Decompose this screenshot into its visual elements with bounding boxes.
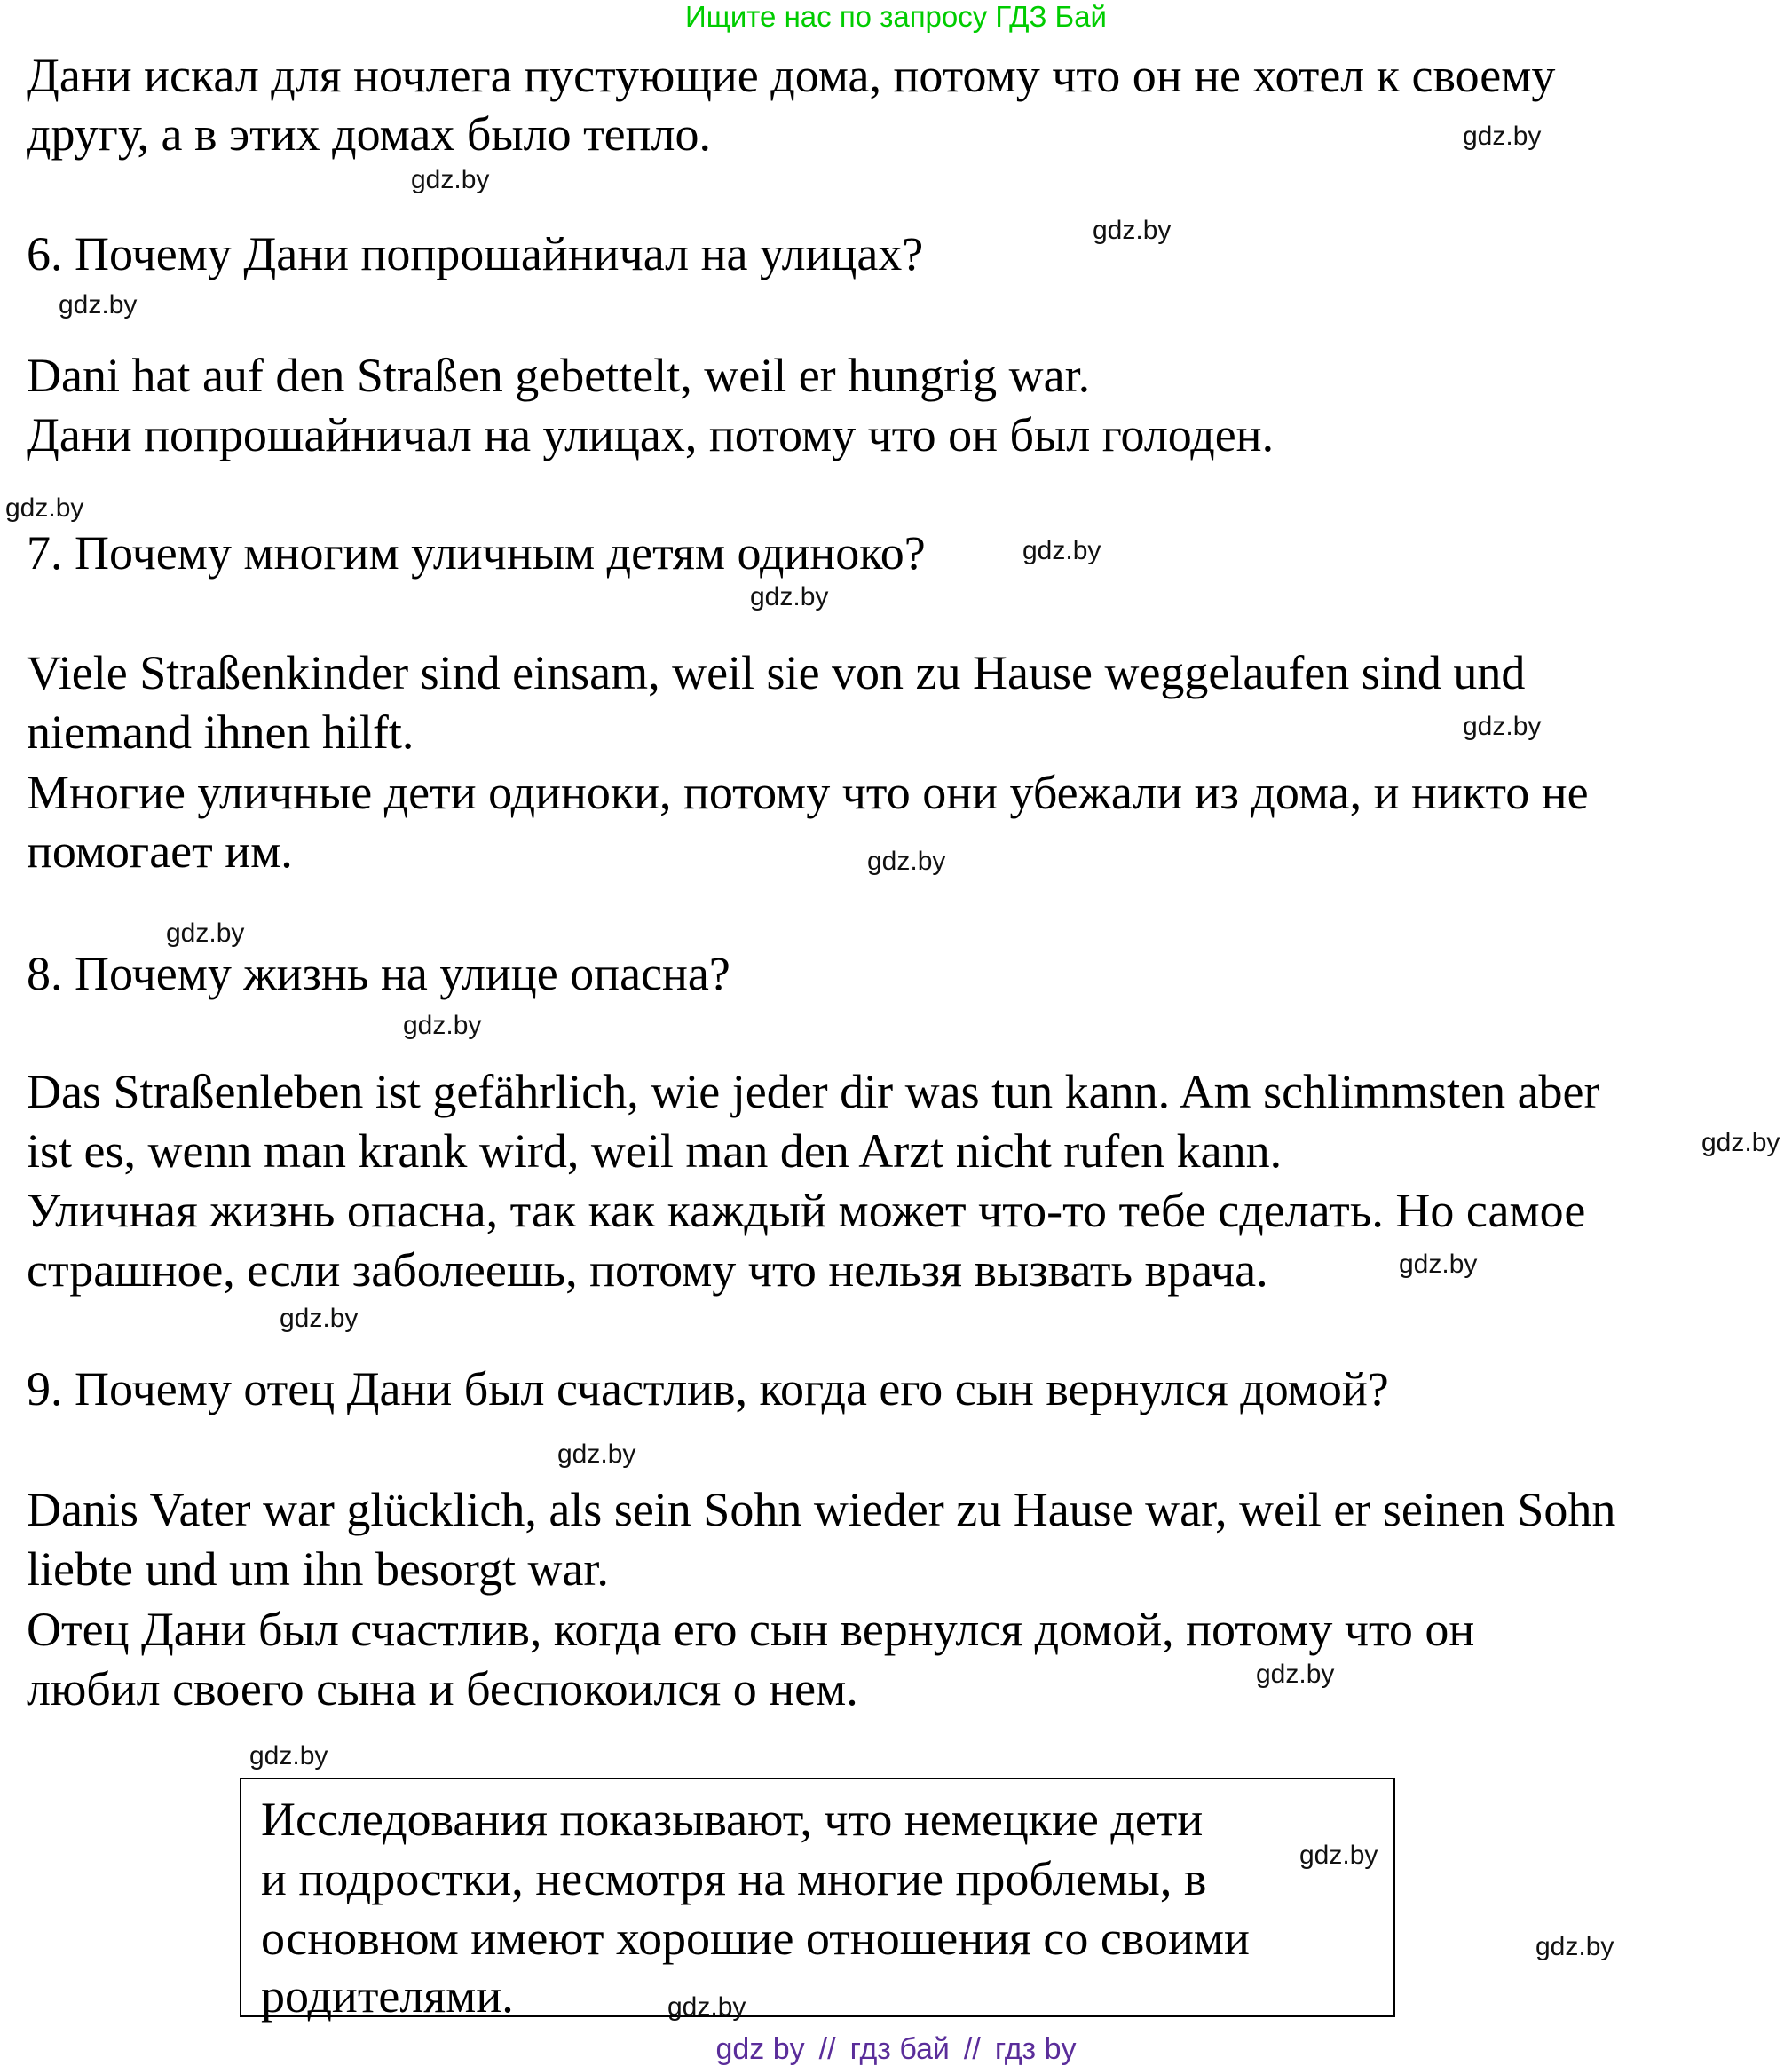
search-hint-banner[interactable]: Ищите нас по запросу ГДЗ Бай — [685, 0, 1107, 33]
footer-link-gdz-by[interactable]: gdz by — [715, 2032, 805, 2066]
watermark: gdz.by — [557, 1439, 636, 1469]
watermark: gdz.by — [59, 290, 138, 319]
watermark: gdz.by — [1093, 216, 1172, 245]
watermark: gdz.by — [1299, 1841, 1378, 1870]
watermark: gdz.by — [867, 847, 946, 876]
question-8: 8. Почему жизнь на улице опасна? — [27, 947, 730, 1000]
answer6-ru: Дани попрошайничал на улицах, потому что он был голоден. — [27, 408, 1275, 461]
answer9-de-line2: liebte und um ihn besorgt war. — [27, 1542, 609, 1596]
answer5-ru-line2: другу, а в этих домах было тепло. — [27, 107, 711, 161]
answer9-ru-line1: Отец Дани был счастлив, когда его сын вернулся домой, потому что он — [27, 1603, 1475, 1656]
watermark: gdz.by — [5, 493, 84, 523]
watermark: gdz.by — [1463, 122, 1542, 151]
answer8-de-line1: Das Straßenleben ist gefährlich, wie jeder dir was tun kann. Am schlimmsten aber — [27, 1065, 1600, 1118]
footer-link-gdz-bay[interactable]: гдз бай — [849, 2032, 950, 2066]
watermark: gdz.by — [166, 919, 245, 948]
footer-links — [0, 2032, 1792, 2066]
footer-separator: // — [963, 2032, 981, 2066]
footer-separator: // — [818, 2032, 836, 2066]
watermark: gdz.by — [1701, 1128, 1780, 1157]
info-box-line2: и подростки, несмотря на многие проблемы, в — [261, 1852, 1207, 1905]
answer7-ru-line2: помогает им. — [27, 824, 293, 878]
watermark: gdz.by — [1535, 1932, 1614, 1961]
answer8-ru-line2: страшное, если заболеешь, потому что нельзя вызвать врача. — [27, 1243, 1268, 1297]
question-6: 6. Почему Дани попрошайничал на улицах? — [27, 227, 924, 280]
answer7-de-line2: niemand ihnen hilft. — [27, 706, 414, 759]
watermark: gdz.by — [750, 582, 829, 611]
watermark: gdz.by — [403, 1011, 482, 1040]
answer9-de-line1: Danis Vater war glücklich, als sein Sohn wieder zu Hause war, weil er seinen Sohn — [27, 1483, 1616, 1536]
question-7: 7. Почему многим уличным детям одиноко? — [27, 526, 926, 580]
info-box-line1: Исследования показывают, что немецкие дети — [261, 1793, 1204, 1846]
question-9: 9. Почему отец Дани был счастлив, когда его сын вернулся домой? — [27, 1362, 1389, 1415]
watermark: gdz.by — [1022, 536, 1101, 565]
answer6-de: Dani hat auf den Straßen gebettelt, weil er hungrig war. — [27, 349, 1091, 402]
info-box-line4: родителями. — [261, 1969, 514, 2023]
answer9-ru-line2: любил своего сына и беспокоился о нем. — [27, 1662, 858, 1715]
watermark: gdz.by — [249, 1741, 328, 1770]
info-box — [240, 1778, 1395, 2023]
watermark: gdz.by — [667, 1992, 746, 2022]
footer-link-gdz-by-ru[interactable]: гдз by — [994, 2032, 1077, 2066]
answer7-ru-line1: Многие уличные дети одиноки, потому что они убежали из дома, и никто не — [27, 766, 1589, 819]
watermark: gdz.by — [1463, 712, 1542, 741]
info-box-line3: основном имеют хорошие отношения со своими — [261, 1912, 1250, 1965]
answer8-de-line2: ist es, wenn man krank wird, weil man den Arzt nicht rufen kann. — [27, 1124, 1283, 1178]
watermark: gdz.by — [411, 165, 490, 194]
watermark: gdz.by — [1256, 1660, 1335, 1689]
watermark: gdz.by — [1399, 1250, 1478, 1279]
answer8-ru-line1: Уличная жизнь опасна, так как каждый может что-то тебе сделать. Но самое — [27, 1184, 1586, 1237]
answer5-ru-line1: Дани искал для ночлега пустующие дома, потому что он не хотел к своему — [27, 49, 1556, 102]
watermark: gdz.by — [280, 1304, 359, 1333]
answer7-de-line1: Viele Straßenkinder sind einsam, weil sie von zu Hause weggelaufen sind und — [27, 646, 1526, 699]
